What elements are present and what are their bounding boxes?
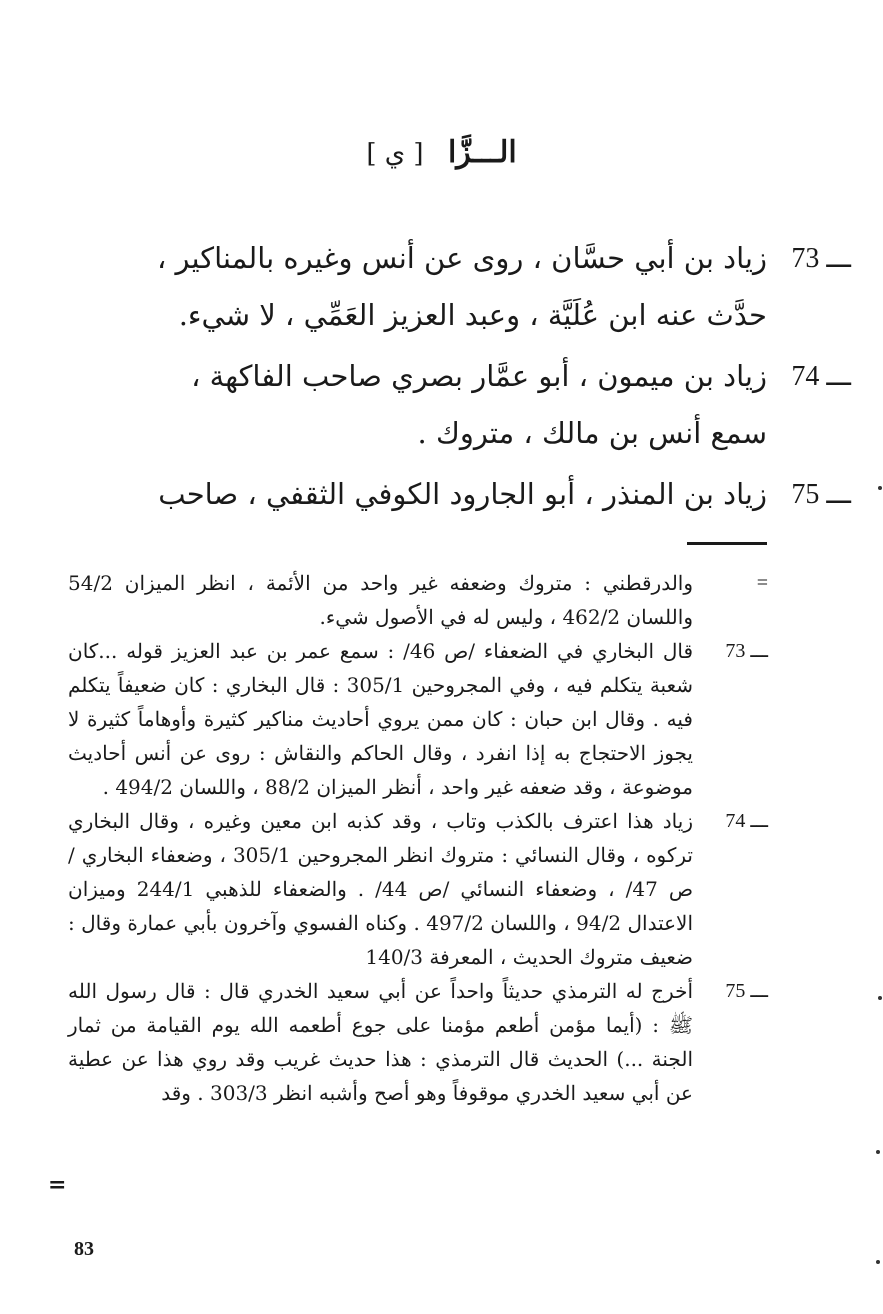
scan-speck	[876, 1150, 880, 1154]
footnote-marker: 74 ـــ	[725, 810, 768, 832]
entry-73	[77, 230, 851, 344]
chapter-letter: [ ي ]	[366, 139, 424, 169]
footnote-marker: 75 ـــ	[725, 980, 768, 1002]
entry-number: 73 ـــ	[791, 243, 851, 274]
footnote-text: والدرقطني : متروك وضعفه غير واحد من الأئمة ، انظر الميزان 54/2 واللسان 462/2 ، وليس له في الأصول شيء.	[68, 571, 693, 629]
scan-speck	[878, 996, 882, 1000]
entry-line: زياد بن أبي حسَّان ، روى عن أنس وغيره بالمناكير ،	[156, 241, 767, 275]
entry-line: زياد بن المنذر ، أبو الجارود الكوفي الثقفي ، صاحب	[158, 477, 767, 511]
page-number: 83	[74, 1238, 94, 1260]
footnote-marker: 73 ـــ	[725, 640, 768, 662]
scan-speck	[876, 1260, 880, 1264]
footnotes	[68, 566, 768, 1110]
footnote-continued	[68, 566, 768, 634]
footnote-73	[68, 634, 768, 804]
footnote-text: أخرج له الترمذي حديثاً واحداً عن أبي سعيد الخدري قال : قال رسول الله ﷺ : (أيما مؤمن أطعم مؤمنا على جوع أطعمه الله يوم القيامة من ثمار الجنة ...) الحديث قال الترمذي : هذا حديث غريب وقد روي هذا عن عطية عن أبي سعيد الخدري موقوفاً وهو أصح وأشبه انظر 303/3 . وقد	[68, 979, 693, 1105]
chapter-title: الـــزَّا	[447, 135, 517, 170]
entry-line: سمع أنس بن مالك ، متروك .	[417, 416, 767, 450]
scan-speck	[878, 486, 882, 490]
footnote-75	[68, 974, 768, 1110]
footnote-marker: =	[756, 572, 768, 594]
entry-line: زياد بن ميمون ، أبو عمَّار بصري صاحب الفاكهة ،	[191, 359, 767, 393]
entry-line: حدَّث عنه ابن عُلَيَّة ، وعبد العزيز العَمِّي ، لا شيء.	[178, 298, 767, 332]
footnote-text: قال البخاري في الضعفاء /ص 46/ : سمع عمر بن عبد العزيز قوله ...كان شعبة يتكلم فيه ، وفي المجروحين 305/1 : قال البخاري : كان ضعيفاً يتكلم فيه . وقال ابن حبان : كان ممن يروي أحاديث مناكير كثيرة وأوهاماً كثيرة لا يجوز الاحتجاج به إذا انفرد ، وقال الحاكم والنقاش : روى عن أنس أحاديث موضوعة ، وقد ضعفه غير واحد ، أنظر الميزان 88/2 ، واللسان 494/2 .	[68, 639, 694, 799]
entry-number: 75 ـــ	[791, 479, 851, 510]
footnote-text: زياد هذا اعترف بالكذب وتاب ، وقد كذبه ابن معين وغيره ، وقال البخاري تركوه ، وقال النسائي : متروك انظر المجروحين 305/1 ، وضعفاء البخاري /ص 47/ ، وضعفاء النسائي /ص 44/ . والضعفاء للذهبي 244/1 وميزان الاعتدال 94/2 ، واللسان 497/2 . وكناه الفسوي وآخرون بأبي عمارة وقال : ضعيف متروك الحديث ، المعرفة 140/3	[68, 809, 694, 969]
entry-number: 74 ـــ	[791, 361, 851, 392]
footnote-separator	[687, 542, 767, 545]
continuation-marker: =	[48, 1172, 67, 1198]
chapter-heading	[0, 128, 883, 179]
entry-74	[77, 348, 851, 462]
entry-75	[77, 466, 851, 523]
footnote-74	[68, 804, 768, 974]
main-entries	[77, 230, 851, 527]
